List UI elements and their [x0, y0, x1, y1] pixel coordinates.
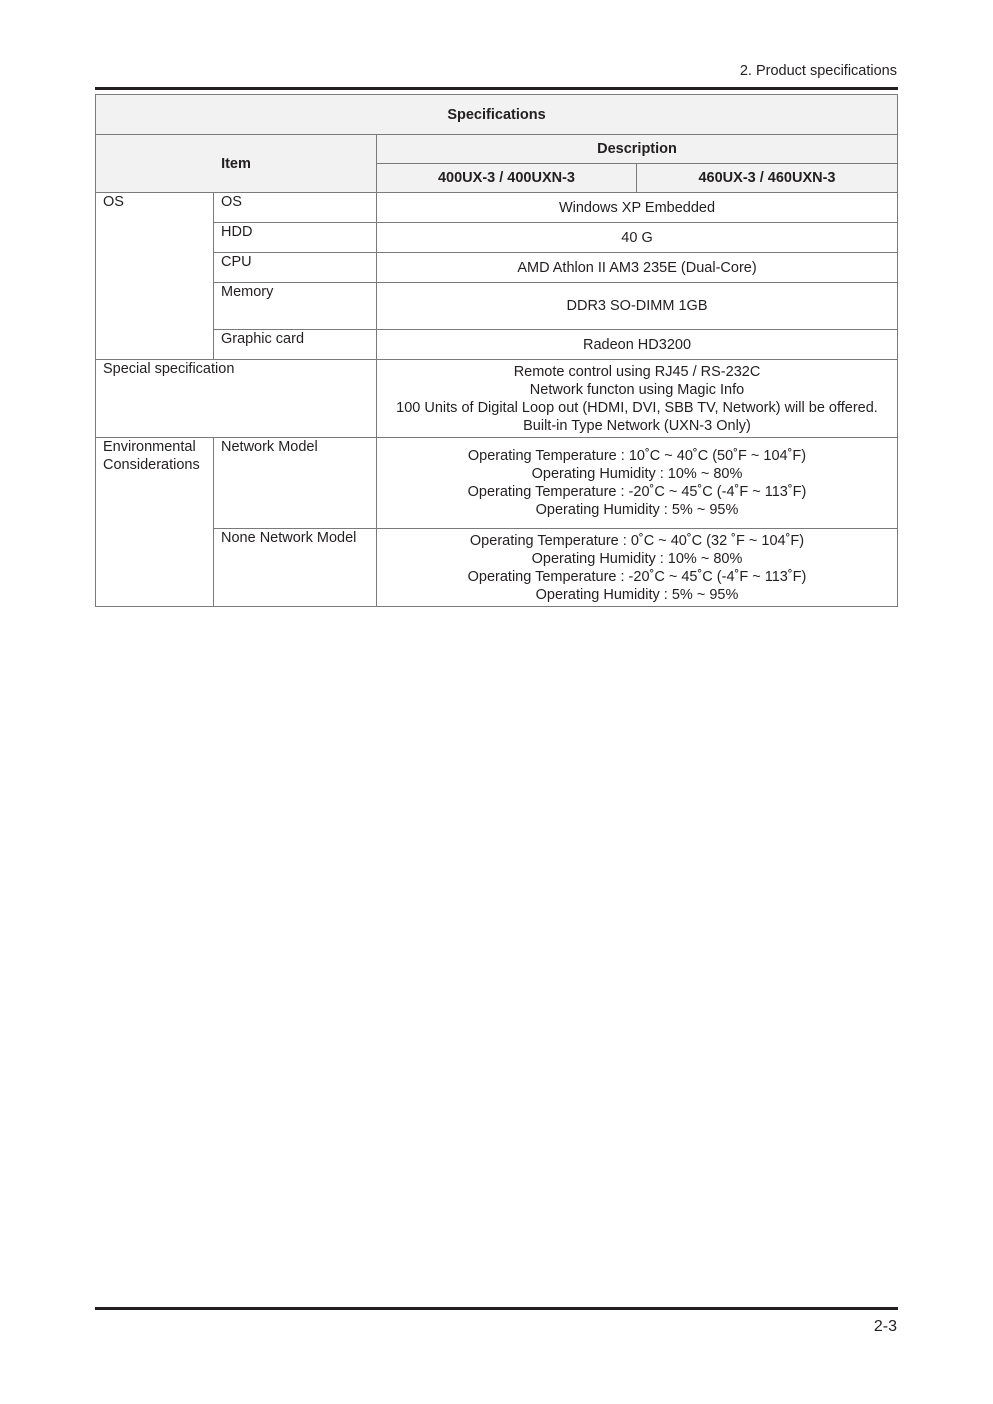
row-label-hdd: HDD	[214, 223, 377, 253]
row-value-hdd: 40 G	[377, 223, 898, 253]
env-line: Operating Temperature : 10˚C ~ 40˚C (50˚F ~ 104˚F)	[467, 448, 807, 464]
row-label-os: OS	[214, 193, 377, 223]
special-line: Built-in Type Network (UXN-3 Only)	[523, 417, 751, 434]
special-spec-value	[377, 360, 898, 438]
os-group-label: OS	[96, 193, 214, 360]
env-line: Operating Humidity : 5% ~ 95%	[535, 586, 739, 603]
footer-rule	[95, 1307, 898, 1310]
none-network-model-label: None Network Model	[214, 529, 377, 607]
network-model-label: Network Model	[214, 438, 377, 529]
table-row	[96, 223, 898, 253]
table-title: Specifications	[96, 95, 898, 135]
table-row	[96, 193, 898, 223]
item-header: Item	[96, 135, 377, 193]
environmental-label-line: Environmental	[103, 439, 196, 455]
row-value-cpu: AMD Athlon II AM3 235E (Dual-Core)	[377, 253, 898, 283]
table-row	[96, 283, 898, 330]
env-line: Operating Humidity : 5% ~ 95%	[535, 502, 739, 518]
environmental-label	[96, 438, 214, 607]
page-number: 2-3	[873, 1318, 897, 1335]
row-value-graphic-card: Radeon HD3200	[377, 330, 898, 360]
env-line: Operating Temperature : -20˚C ~ 45˚C (-4˚F ~ 113˚F)	[467, 484, 807, 500]
row-value-os: Windows XP Embedded	[377, 193, 898, 223]
special-line: 100 Units of Digital Loop out (HDMI, DVI, SBB TV, Network) will be offered.	[396, 399, 878, 416]
row-label-memory: Memory	[214, 283, 377, 330]
env-line: Operating Humidity : 10% ~ 80%	[531, 466, 743, 482]
row-value-memory: DDR3 SO-DIMM 1GB	[377, 283, 898, 330]
special-spec-label: Special specification	[96, 360, 377, 438]
special-line: Network functon using Magic Info	[529, 381, 745, 398]
description-header: Description	[377, 135, 898, 164]
special-line: Remote control using RJ45 / RS-232C	[513, 363, 761, 380]
header-rule	[95, 87, 898, 90]
env-line: Operating Humidity : 10% ~ 80%	[531, 550, 743, 567]
env-line: Operating Temperature : 0˚C ~ 40˚C (32 ˚F ~ 104˚F)	[469, 532, 805, 549]
section-title: 2. Product specifications	[739, 63, 897, 79]
table-row	[96, 438, 898, 529]
network-model-value	[377, 438, 898, 529]
environmental-label-line: Considerations	[103, 457, 200, 473]
table-row	[96, 360, 898, 438]
row-label-cpu: CPU	[214, 253, 377, 283]
table-row	[96, 253, 898, 283]
table-row	[96, 529, 898, 607]
row-label-graphic-card: Graphic card	[214, 330, 377, 360]
none-network-model-value	[377, 529, 898, 607]
specifications-table	[95, 94, 898, 607]
env-line: Operating Temperature : -20˚C ~ 45˚C (-4˚F ~ 113˚F)	[467, 568, 807, 585]
model-header-460: 460UX-3 / 460UXN-3	[637, 164, 898, 193]
model-header-400: 400UX-3 / 400UXN-3	[377, 164, 637, 193]
table-row	[96, 330, 898, 360]
